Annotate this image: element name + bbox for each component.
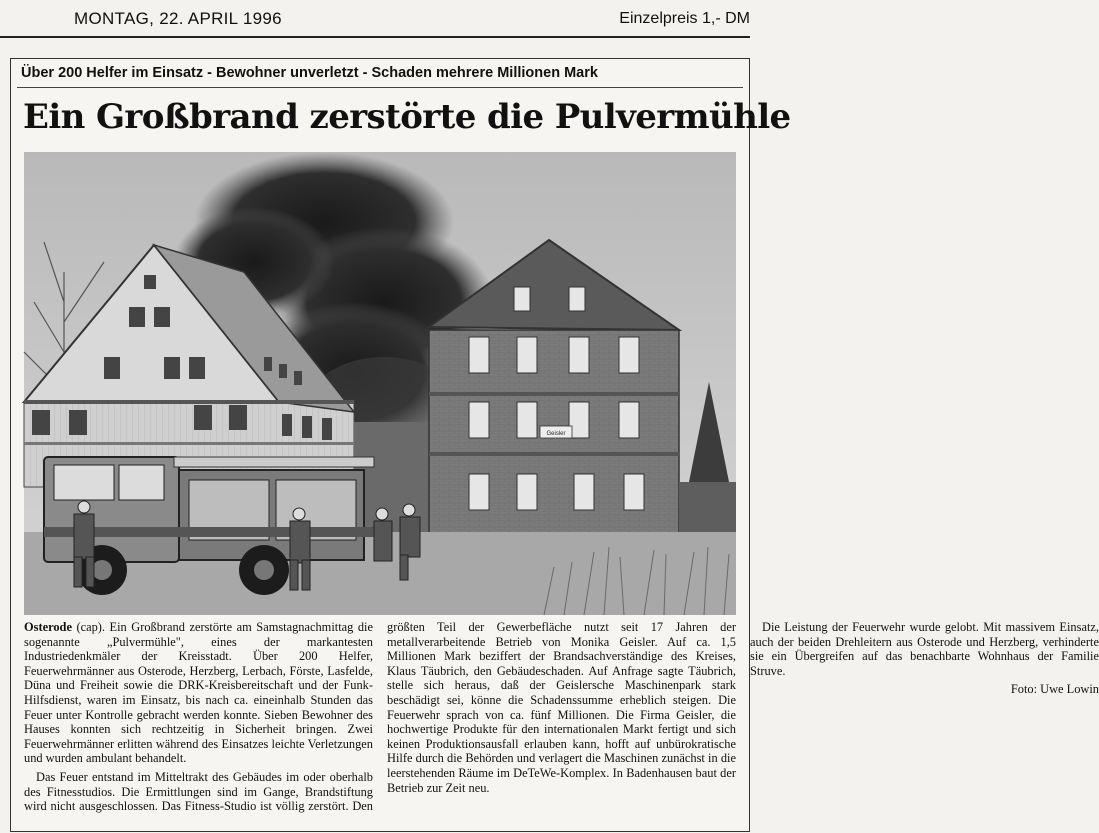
article	[10, 58, 1099, 832]
masthead	[0, 0, 750, 38]
photo-sign: Geisler	[546, 431, 566, 437]
issue-price: Einzelpreis 1,- DM	[619, 10, 750, 27]
kicker-divider	[17, 87, 743, 88]
fire-scene-photo	[24, 152, 736, 615]
issue-date: MONTAG, 22. APRIL 1996	[74, 9, 282, 28]
article-paragraph-text: Ein Großbrand zerstörte am Samstagnachmittag die sogenannte „Pulvermühle", eines der markantesten Industriedenkmäler der Kreisstadt. Über 200 Helfer, Feuerwehrmänner aus Osterode, Herzberg, Lerbach, Förste, Lasfelde, Düna und Freiheit sowie die DRK-Kreisbereitschaft und der Funk-Hilfsdienst, waren im Einsatz, bis nach ca. eineinhalb Stunden das Feuer unter Kontrolle gebracht werden konnte. Sieben Bewohner des Hauses konnten sich rechtzeitig in Sicherheit bringen. Zwei Feuerwehrmänner erlitten während des Einsatzes leichte Verletzungen und wurden ambulant behandelt.	[24, 620, 373, 766]
article-paragraph: Das Feuer entstand im Mitteltrakt des Gebäudes im oder oberhalb des Fitnesstudios. Die Ermittlungen sind im Gange, Brandstiftung wird nicht ausgeschlossen. Das Fitness-Studio ist völlig zerstört. Den größten Teil der Gewerbefläche nutzt seit 17 Jahren der metallverarbeitende Betrieb von Monika Geisler. Auf ca. 1,5 Millionen Mark beziffert der Brandsachverständige des Kreises, Klaus Täubrich, den Gebäudeschaden. Auf Anfrage sagte Täubrich, stelle sich heraus, daß der Geislersche Maschinenpark stark beschädigt sei, könne die Schadenssumme erheblich steigen. Die Feuerwehr sprach von ca. fünf Millionen. Die Firma Geisler, die hochwertige Produkte für den internationalen Markt fertigt und sich keinen Produktionsausfall erlauben kann, hofft auf unbürokratische Hilfe durch die Behörden und verlagert die Maschinen zunächst in die leerstehenden Räume im DeTeWe-Komplex. In Badenhausen baut der Betrieb zur Zeit neu.	[24, 620, 736, 814]
article-paragraph: Die Leistung der Feuerwehr wurde gelobt. Mit massivem Einsatz, auch der beiden Drehleitern aus Osterode und Herzberg, verhinderte sie ein Übergreifen auf das benachbarte Wohnhaus der Familie Struve.	[750, 620, 1099, 678]
middle-wing	[354, 422, 434, 532]
article-body	[24, 620, 1099, 826]
article-kicker: Über 200 Helfer im Einsatz - Bewohner unverletzt - Schaden mehrere Millionen Mark	[21, 65, 598, 81]
article-photo	[24, 152, 736, 615]
article-headline: Ein Großbrand zerstörte die Pulvermühle	[23, 97, 791, 137]
article-dateline: Osterode	[24, 620, 72, 634]
article-paragraph	[24, 620, 373, 766]
photo-credit: Foto: Uwe Lowin	[1010, 682, 1099, 697]
article-dateline-suffix: (cap).	[71, 620, 110, 634]
